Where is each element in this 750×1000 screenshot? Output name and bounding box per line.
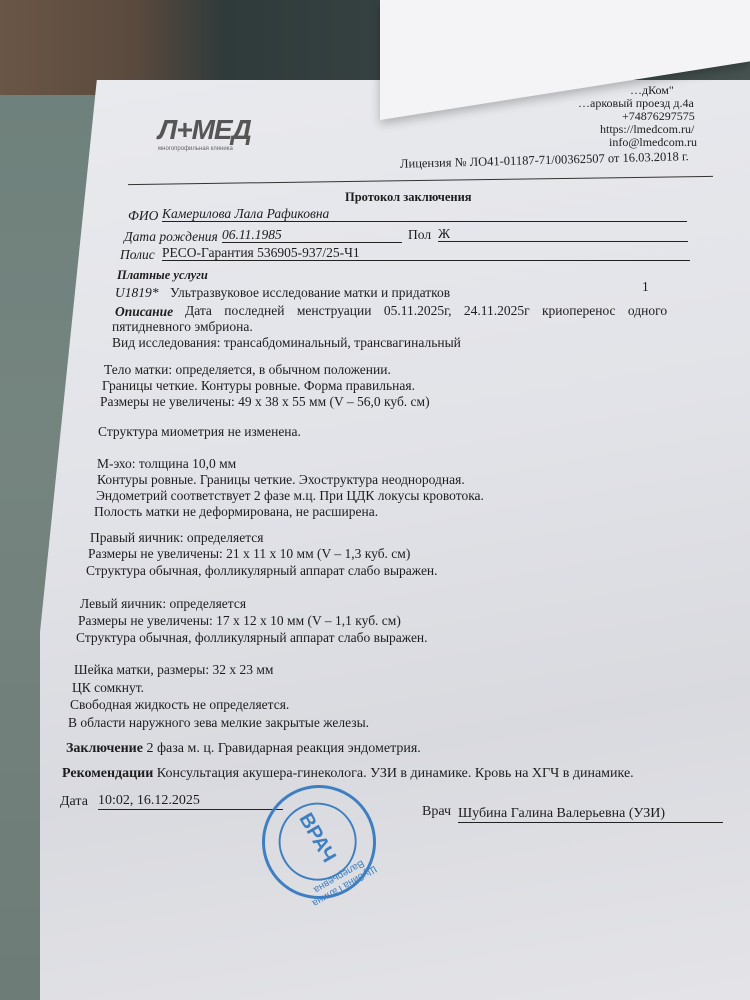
fio-value: Камерилова Лала Рафиковна — [162, 206, 687, 222]
dob-value: 06.11.1985 — [222, 227, 402, 243]
body-line: Тело матки: определяется, в обычном положении. — [104, 362, 391, 377]
body-line: Размеры не увеличены: 17 х 12 х 10 мм (V – 1,1 куб. см) — [78, 613, 401, 628]
recommendations-text: Консультация акушера-гинеколога. УЗИ в динамике. Кровь на ХГЧ в динамике. — [156, 766, 634, 781]
body-line: Правый яичник: определяется — [90, 530, 264, 545]
body-line: Левый яичник: определяется — [80, 596, 247, 611]
recommendations — [62, 766, 634, 782]
services-label: Платные услуги — [117, 268, 208, 282]
body-line: ЦК сомкнут. — [72, 680, 144, 695]
stamp-ring-text: Шубина Галина Валерьевна — [310, 857, 379, 909]
body-line: Полость матки не деформирована, не расширена. — [94, 504, 379, 519]
doctor-label: Врач — [422, 804, 452, 819]
service-name: Ультразвуковое исследование матки и придатков — [170, 285, 451, 300]
policy-label: Полис — [120, 247, 155, 262]
conclusion-label: Заключение — [66, 741, 143, 756]
website: https://lmedcom.ru/ — [600, 122, 695, 136]
body-line: Структура миометрия не изменена. — [98, 424, 301, 439]
logo-text: Л+МЕД — [158, 114, 251, 145]
body-line: Шейка матки, размеры: 32 х 23 мм — [74, 662, 274, 677]
description-text-1: Дата последней менструации 05.11.2025г, 24.11.2025г криоперенос одного — [185, 303, 668, 318]
document-title: Протокол заключения — [345, 190, 472, 204]
body-line: Свободная жидкость не определяется. — [70, 697, 290, 712]
date-value: 10:02, 16.12.2025 — [98, 793, 283, 810]
exam-type: Вид исследования: трансабдоминальный, трансвагинальный — [112, 335, 461, 350]
body-line: Границы четкие. Контуры ровные. Форма правильная. — [102, 378, 415, 393]
dob-label: Дата рождения — [124, 229, 218, 244]
body-line: Контуры ровные. Границы четкие. Эхоструктура неоднородная. — [97, 472, 465, 487]
license: Лицензия № ЛО41-01187-71/00362507 от 16.03.2018 г. — [399, 149, 689, 171]
service-code: U1819* — [115, 285, 159, 300]
company-name: …дКом" — [630, 83, 674, 97]
recommendations-label: Рекомендации — [62, 766, 154, 781]
policy-value: РЕСО-Гарантия 536905-937/25-Ч1 — [162, 245, 690, 261]
body-line: В области наружного зева мелкие закрытые железы. — [68, 715, 370, 730]
fio-label: ФИО — [128, 208, 159, 223]
body-line: Структура обычная, фолликулярный аппарат слабо выражен. — [76, 630, 428, 645]
body-line: Размеры не увеличены: 49 х 38 х 55 мм (V – 56,0 куб. см) — [100, 394, 430, 409]
doctor-value: Шубина Галина Валерьевна (УЗИ) — [458, 806, 723, 823]
body-line: Структура обычная, фолликулярный аппарат слабо выражен. — [86, 563, 438, 578]
phone: +74876297575 — [622, 109, 695, 123]
date-label: Дата — [60, 794, 88, 809]
conclusion-text: 2 фаза м. ц. Гравидарная реакция эндометрия. — [146, 741, 421, 756]
address: …арковый проезд д.4а — [578, 96, 694, 110]
body-line: Эндометрий соответствует 2 фазе м.ц. При ЦДК локусы кровотока. — [96, 488, 484, 503]
body-line: Размеры не увеличены: 21 х 11 х 10 мм (V – 1,3 куб. см) — [88, 546, 411, 561]
logo-subtitle: многопрофильная клиника — [158, 146, 233, 152]
email: info@lmedcom.ru — [609, 135, 698, 149]
clinic-logo — [140, 100, 260, 160]
service-qty: 1 — [642, 279, 649, 294]
stamp-center-text: ВРАЧ — [294, 809, 340, 867]
sex-value: Ж — [438, 226, 688, 242]
description-label: Описание — [115, 304, 174, 319]
sex-label: Пол — [408, 227, 432, 242]
description-text-2: пятидневного эмбриона. — [112, 319, 253, 334]
conclusion — [66, 741, 421, 757]
body-line: М-эхо: толщина 10,0 мм — [97, 456, 237, 471]
